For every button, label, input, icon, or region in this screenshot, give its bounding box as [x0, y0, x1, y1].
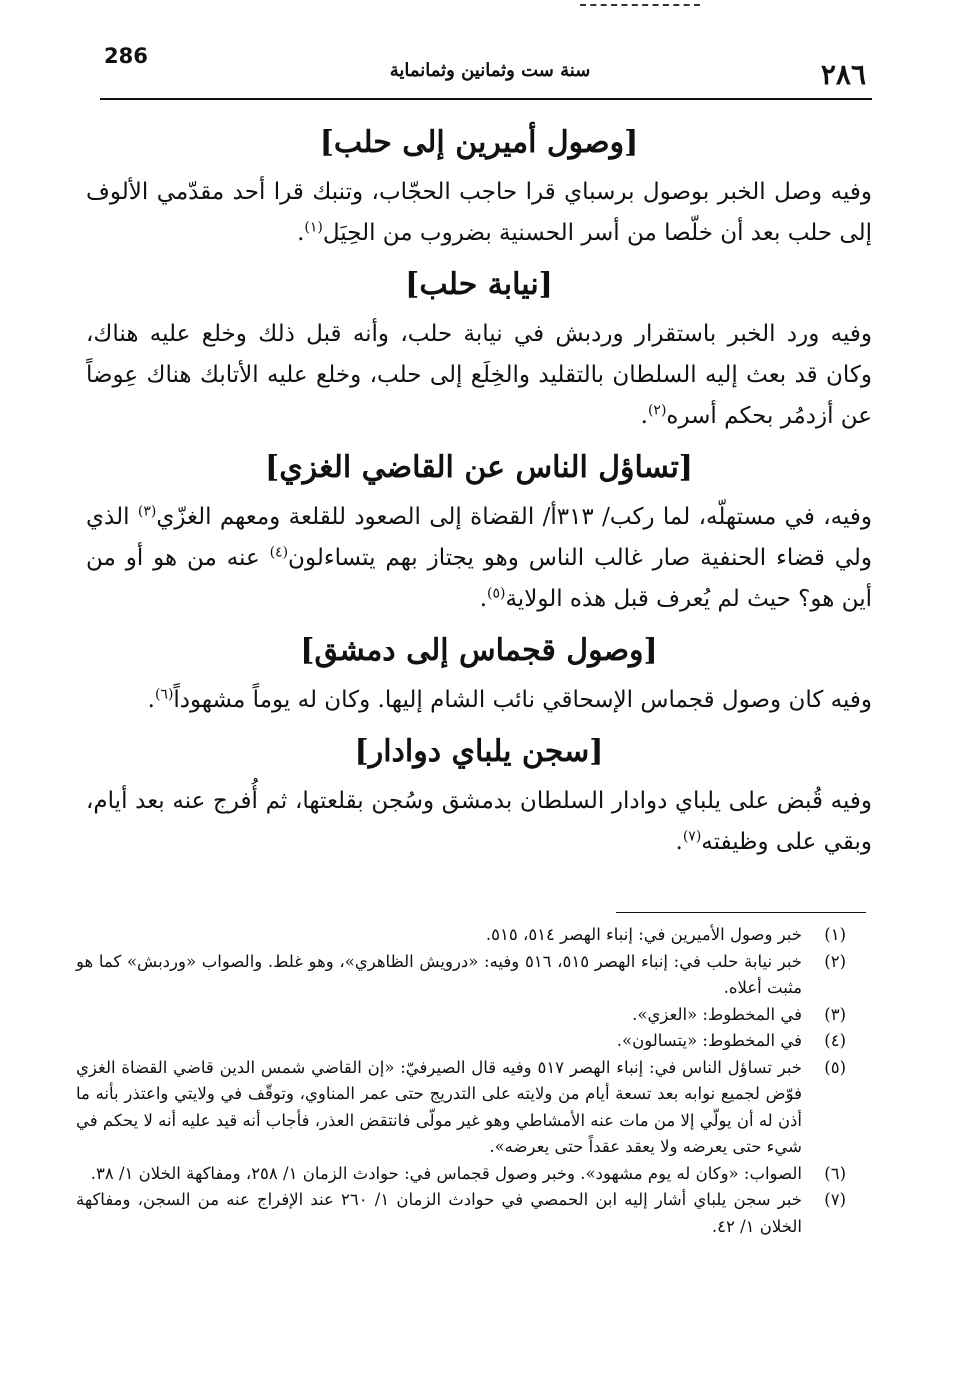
footnote-number: (٤) — [824, 1031, 846, 1050]
paragraph-end: . — [640, 403, 648, 429]
footnote-text: خبر وصول الأميرين في: إنباء الهصر ٥١٤، ٥١٥. — [485, 925, 802, 944]
section-paragraph — [86, 781, 872, 863]
paragraph-end: . — [147, 687, 155, 713]
section-title: [وصول أميرين إلى حلب] — [319, 125, 639, 160]
footnote-text: في المخطوط: «يتسالون». — [616, 1031, 802, 1050]
header-rule — [100, 98, 872, 100]
footnote — [76, 1187, 846, 1240]
section-qajmas-damascus — [86, 628, 872, 721]
section-paragraph — [86, 497, 872, 620]
section-title: [نيابة حلب] — [405, 267, 553, 302]
footnote — [76, 949, 846, 1002]
footnotes — [76, 922, 846, 1240]
footnote-number: (٥) — [824, 1057, 846, 1077]
scan-artifact-dashes — [580, 4, 700, 8]
footnote-ref: (٣) — [137, 503, 157, 520]
section-aleppo-governorship — [86, 262, 872, 437]
page-number-latin: 286 — [104, 44, 148, 68]
paragraph-end: . — [675, 829, 683, 855]
section-title: [وصول قجماس إلى دمشق] — [300, 633, 658, 668]
paragraph-end: . — [297, 220, 305, 246]
running-title: سنة ست وثمانين وثمانماية — [389, 60, 591, 81]
paragraph-text: الذي ولي قضاء الحنفية صار غالب الناس وهو يجتاز بهم يتساءلون — [86, 504, 873, 571]
section-title: [سجن يلباي دوادار] — [354, 734, 604, 769]
footnote-text: خبر سجن يلباي أشار إليه ابن الحمصي في حوادث الزمان ١/ ٢٦٠ عند الإفراج عنه من السجن، ومفاكهة الخلان ١/ ٤٢. — [76, 1190, 802, 1236]
section-paragraph — [86, 314, 872, 437]
footnote-ref: (١) — [304, 219, 323, 236]
footnote-ref: (٥) — [487, 585, 506, 602]
footnote-text: الصواب: «وكان له يوم مشهود». وخبر وصول قجماس في: حوادث الزمان ١/ ٢٥٨، ومفاكهة الخلان ١/ ٣٨. — [90, 1163, 802, 1183]
footnote-text: في المخطوط: «العزي». — [632, 1004, 802, 1024]
footnote-ref: (٧) — [682, 828, 702, 845]
section-paragraph — [86, 680, 872, 721]
paragraph-text: وفيه ورد الخبر باستقرار وردبش في نيابة حلب، وأنه قبل ذلك وخلع عليه هناك، وكان قد بعث إليه السلطان بالتقليد والخِلَع إلى حلب، وخلع عليه الأتابك هناك عِوضاً عن أزدمُر بحكم أسره — [86, 321, 872, 429]
paragraph-text: وفيه كان وصول قجماس الإسحاقي نائب الشام إليها. وكان له يوماً مشهوداً — [173, 687, 872, 713]
footnote-number: (٣) — [824, 1004, 846, 1024]
footnote — [76, 1161, 846, 1188]
footnote-text: خبر نيابة حلب في: إنباء الهصر ٥١٥، ٥١٦ وفيه: «درويش الظاهري»، وهو غلط. والصواب «وردبش» كما هو مثبت أعلاه. — [76, 951, 802, 997]
paragraph-text: وفيه، في مستهلّه، لما ركب/ ٣١٣أ/ القضاة إلى الصعود للقلعة ومعهم الغزّي — [156, 504, 873, 530]
footnote — [76, 1002, 846, 1029]
footnote-text: خبر تساؤل الناس في: إنباء الهصر ٥١٧ وفيه قال الصيرفيّ: «إن القاضي شمس الدين قاضي القضاة الغزي فوّض لجميع نوابه بعد تسعة أيام من ولايته على التدريج حتى عمر المناوي، وتوقّف في ولايتي واعتذر بأنه ما أذن له أن يولّي إلا من مات عنه الأمشاطي وهو غير مولّى فانتقض العذر، فأجاب أنه قيد عليه أنه لا يحكم في شيء حتى يعرضه ولا يعقد عقداً حتى يعرضه». — [76, 1057, 803, 1156]
main-text — [86, 112, 872, 869]
section-arrival-of-emirs — [86, 120, 872, 254]
footnote — [76, 1028, 846, 1055]
paragraph-text: وفيه قُبض على يلباي دوادار السلطان بدمشق وسُجن بقلعتها، ثم أُفرج عنه بعد أيام، وبقي على وظيفته — [86, 788, 872, 855]
footnote-number: (١) — [824, 925, 846, 944]
footnote-number: (٧) — [824, 1190, 846, 1209]
paragraph-text: عنه من هو أو من أين هو؟ حيث لم يُعرف قبل هذه الولاية — [86, 545, 872, 612]
footnote-ref: (٦) — [154, 686, 174, 703]
section-yalbay-prison — [86, 729, 872, 863]
footnote-number: (٢) — [824, 951, 846, 971]
paragraph-end: . — [479, 586, 487, 612]
paragraph-text: وفيه وصل الخبر بوصول برسباي قرا حاجب الحجّاب، وتنبك قرا أحد مقدّمي الألوف إلى حلب بعد أن خلّصا من أسر الحسنية بضروب من الحِيَل — [86, 179, 872, 246]
section-judge-inquiry — [86, 445, 872, 620]
footnote-number: (٦) — [824, 1163, 846, 1183]
footnotes-rule — [616, 912, 866, 913]
footnote-ref: (٢) — [647, 402, 667, 419]
section-title: [تساؤل الناس عن القاضي الغزي] — [265, 450, 693, 485]
footnote — [76, 1055, 846, 1161]
footnote — [76, 922, 846, 949]
section-paragraph — [86, 172, 872, 254]
footnote-ref: (٤) — [269, 544, 289, 561]
page-number-arabic: ٢٨٦ — [820, 58, 866, 91]
